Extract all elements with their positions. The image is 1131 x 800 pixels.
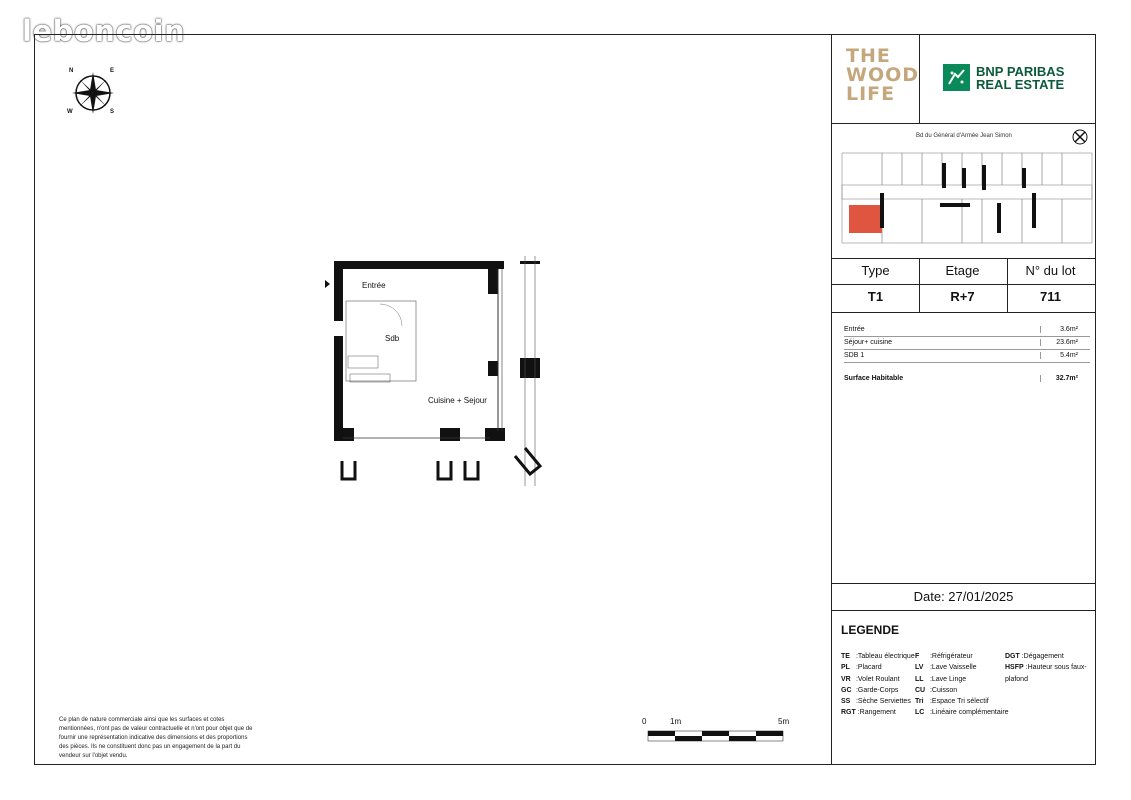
lot-value-type: T1 bbox=[867, 289, 884, 304]
legend-item: Tri :Espace Tri sélectif bbox=[915, 698, 989, 706]
compass-rose-icon bbox=[66, 66, 120, 120]
legend-column-2 bbox=[915, 651, 1009, 719]
legend-item: RGT :Rangement bbox=[841, 709, 896, 717]
logo-area bbox=[832, 35, 1095, 124]
scale-bar bbox=[640, 717, 790, 745]
key-plan bbox=[832, 123, 1095, 259]
the-wood-life-logo: THE WOOD LIFE bbox=[846, 45, 920, 105]
legend bbox=[841, 623, 1091, 717]
legend-column-1 bbox=[841, 651, 915, 719]
disclaimer-text: Ce plan de nature commerciale ainsi que les surfaces et cotes mentionnées, n'ont pas de valeur contractuelle et n'ont pour objet que de fournir une représentation indicative des dimensions et des proportions des pièces. Ils ne constituent donc pas un engagement de la part du vendeur sur l'objet vendu. bbox=[59, 717, 253, 759]
legend-column-3 bbox=[1005, 651, 1091, 685]
floor-plan-drawing bbox=[320, 256, 550, 486]
legend-item: GC :Garde-Corps bbox=[841, 686, 899, 694]
bnp-line1: BNP PARIBAS bbox=[976, 64, 1065, 79]
lot-value-etage: R+7 bbox=[950, 289, 975, 304]
bnp-paribas-logo-icon bbox=[943, 64, 970, 91]
legend-item: TE :Tableau électrique bbox=[841, 653, 915, 660]
compass-north: N bbox=[69, 68, 74, 74]
surface-table bbox=[844, 324, 1090, 385]
title-block bbox=[832, 35, 1095, 764]
surface-row: Séjour+ cuisine 23.6m² bbox=[844, 337, 1090, 350]
scale-bar-segments bbox=[640, 727, 790, 747]
floor-plan bbox=[320, 256, 550, 486]
lot-header-etage: Etage bbox=[945, 263, 980, 278]
compass-south: S bbox=[110, 109, 115, 115]
compass-east: E bbox=[110, 68, 115, 74]
surface-total-row: Surface Habitable 32.7m² bbox=[844, 373, 1090, 385]
key-plan-street: Bd du Général d'Armée Jean Simon bbox=[916, 133, 1012, 139]
legend-item: LL :Lave Linge bbox=[915, 675, 967, 683]
room-label-sejour: Cuisine + Sejour bbox=[428, 396, 487, 405]
bnp-paribas-real-estate-logo-text bbox=[976, 65, 1064, 91]
legend-item: VR :Volet Roulant bbox=[841, 675, 900, 683]
room-label-entree: Entrée bbox=[362, 281, 386, 290]
surface-row: Entrée 3.6m² bbox=[844, 324, 1090, 337]
legend-item: F :Réfrigérateur bbox=[915, 653, 973, 660]
lot-header-type: Type bbox=[861, 263, 890, 278]
legend-item: HSFP :Hauteur sous faux-plafond bbox=[1005, 664, 1087, 683]
surface-row: SDB 1 5.4m² bbox=[844, 350, 1090, 363]
key-plan-drawing bbox=[832, 123, 1095, 258]
scale-mid: 1m bbox=[670, 717, 682, 726]
lot-table bbox=[832, 258, 1095, 313]
bnp-line2: REAL ESTATE bbox=[976, 77, 1065, 92]
legend-item: LC :Linéaire complémentaire bbox=[915, 709, 1009, 717]
lot-value-lot: 711 bbox=[1040, 289, 1061, 304]
compass-west: W bbox=[67, 109, 73, 115]
legend-item: LV :Lave Vaisselle bbox=[915, 664, 977, 672]
legend-title: LEGENDE bbox=[841, 623, 900, 637]
lot-header-lot: N° du lot bbox=[1025, 263, 1076, 278]
scale-end: 5m bbox=[778, 717, 790, 726]
legend-item: PL :Placard bbox=[841, 664, 882, 672]
scale-start: 0 bbox=[642, 717, 647, 726]
key-plan-compass-icon bbox=[1073, 130, 1087, 144]
legend-item: CU :Cuisson bbox=[915, 686, 958, 694]
plan-date: Date: 27/01/2025 bbox=[832, 583, 1095, 611]
legend-item: DGT :Dégagement bbox=[1005, 653, 1064, 660]
room-label-sdb: Sdb bbox=[385, 334, 400, 343]
legend-item: SS :Sèche Serviettes bbox=[841, 698, 911, 706]
leboncoin-watermark: leboncoin bbox=[22, 14, 186, 48]
